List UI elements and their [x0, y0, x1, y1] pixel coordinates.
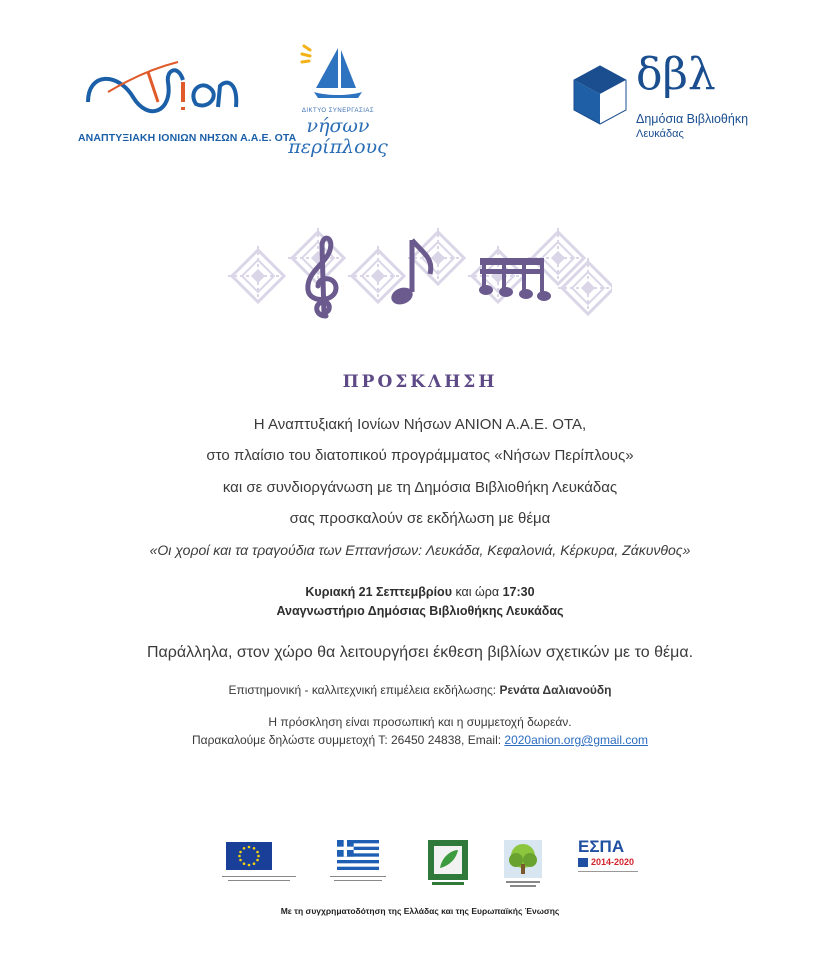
tree-icon — [502, 838, 544, 888]
event-date: Κυριακή 21 Σεπτεμβρίου — [305, 585, 452, 599]
library-name: Δημόσια Βιβλιοθήκη — [636, 112, 749, 126]
rsvp-contact: Παρακαλούμε δηλώστε συμμετοχή Τ: 26450 24838, Email: — [191, 733, 505, 747]
anion-wave-icon — [78, 52, 248, 132]
ministry-caption-line — [330, 876, 386, 877]
curation-label: Επιστημονική - καλλιτεχνική επιμέλεια εκδήλωσης: — [228, 683, 500, 697]
sailboat-icon — [288, 40, 388, 106]
rsvp-line — [40, 733, 800, 747]
espa-logo — [578, 838, 640, 884]
library-letters: δβλ — [636, 49, 716, 100]
ministry-caption-line-2 — [334, 880, 382, 881]
event-time: 17:30 — [502, 585, 535, 599]
library-logo — [570, 49, 780, 148]
espa-title: ΕΣΠΑ — [578, 837, 625, 856]
library-city: Λευκάδας — [636, 128, 684, 140]
rsvp-email-link[interactable]: 2020anion.org@gmail.com — [504, 733, 649, 747]
event-venue: Αναγνωστήριο Δημόσιας Βιβλιοθήκης Λευκάδας — [276, 604, 564, 618]
event-time-prefix: και ώρα — [451, 585, 503, 599]
cofunding-note: Με τη συγχρηματοδότηση της Ελλάδας και της Ευρωπαϊκής Ένωσης — [280, 906, 560, 916]
intro-line-2: στο πλαίσιο του διατοπικού προγράμματος «Νήσων Περίπλους» — [206, 447, 634, 464]
intro-line-1: Η Αναπτυξιακή Ιονίων Νήσων ΑΝΙΟΝ Α.Α.Ε. ΟΤΑ, — [253, 416, 587, 433]
eu-caption-line-2 — [228, 880, 290, 881]
library-cube-icon — [570, 62, 632, 132]
music-notes-icon — [228, 228, 612, 324]
invitation-title: ΠΡΟΣΚΛΗΣΗ — [342, 372, 498, 392]
curation-credit — [40, 683, 800, 697]
anion-caption: ΑΝΑΠΤΥΞΙΑΚΗ ΙΟΝΙΩΝ ΝΗΣΩΝ Α.Α.Ε. ΟΤΑ — [78, 132, 297, 144]
nison-word: νήσων — [306, 115, 370, 137]
greek-flag-logo — [330, 840, 386, 886]
eu-caption-line — [222, 876, 296, 877]
espa-caption-line — [578, 871, 638, 872]
parallel-exhibition: Παράλληλα, στον χώρο θα λειτουργήσει έκθεση βιβλίων σχετικών με το θέμα. — [146, 644, 694, 661]
greek-flag-icon — [337, 840, 379, 870]
intro-line-3: και σε συνδιοργάνωση με τη Δημόσια Βιβλιοθήκη Λευκάδας — [222, 479, 618, 496]
leader-logo — [428, 840, 468, 886]
music-ornament — [228, 228, 612, 324]
nison-periplous-logo — [288, 40, 388, 160]
nison-network-label: ΔΙΚΤΥΟ ΣΥΝΕΡΓΑΣΙΑΣ — [301, 108, 375, 114]
eu-logo — [222, 842, 296, 886]
periplous-word: περίπλους — [288, 136, 388, 158]
espa-eu-mark — [578, 858, 588, 867]
anion-logo — [78, 52, 297, 152]
intro-line-4: σας προσκαλούν σε εκδήλωση με θέμα — [289, 510, 551, 527]
espa-years: 2014-2020 — [591, 857, 635, 867]
participation-note: Η πρόσκληση είναι προσωπική και η συμμετοχή δωρεάν. — [268, 715, 572, 729]
region-tree-logo — [502, 838, 544, 888]
event-datetime — [40, 585, 800, 599]
curator-name: Ρενάτα Δαλιανούδη — [499, 683, 612, 697]
leader-leaf-icon — [428, 840, 468, 886]
eu-flag-icon — [226, 842, 272, 870]
event-topic: «Οι χοροί και τα τραγούδια των Επτανήσων: Λευκάδα, Κεφαλονιά, Κέρκυρα, Ζάκυνθος» — [149, 542, 691, 558]
